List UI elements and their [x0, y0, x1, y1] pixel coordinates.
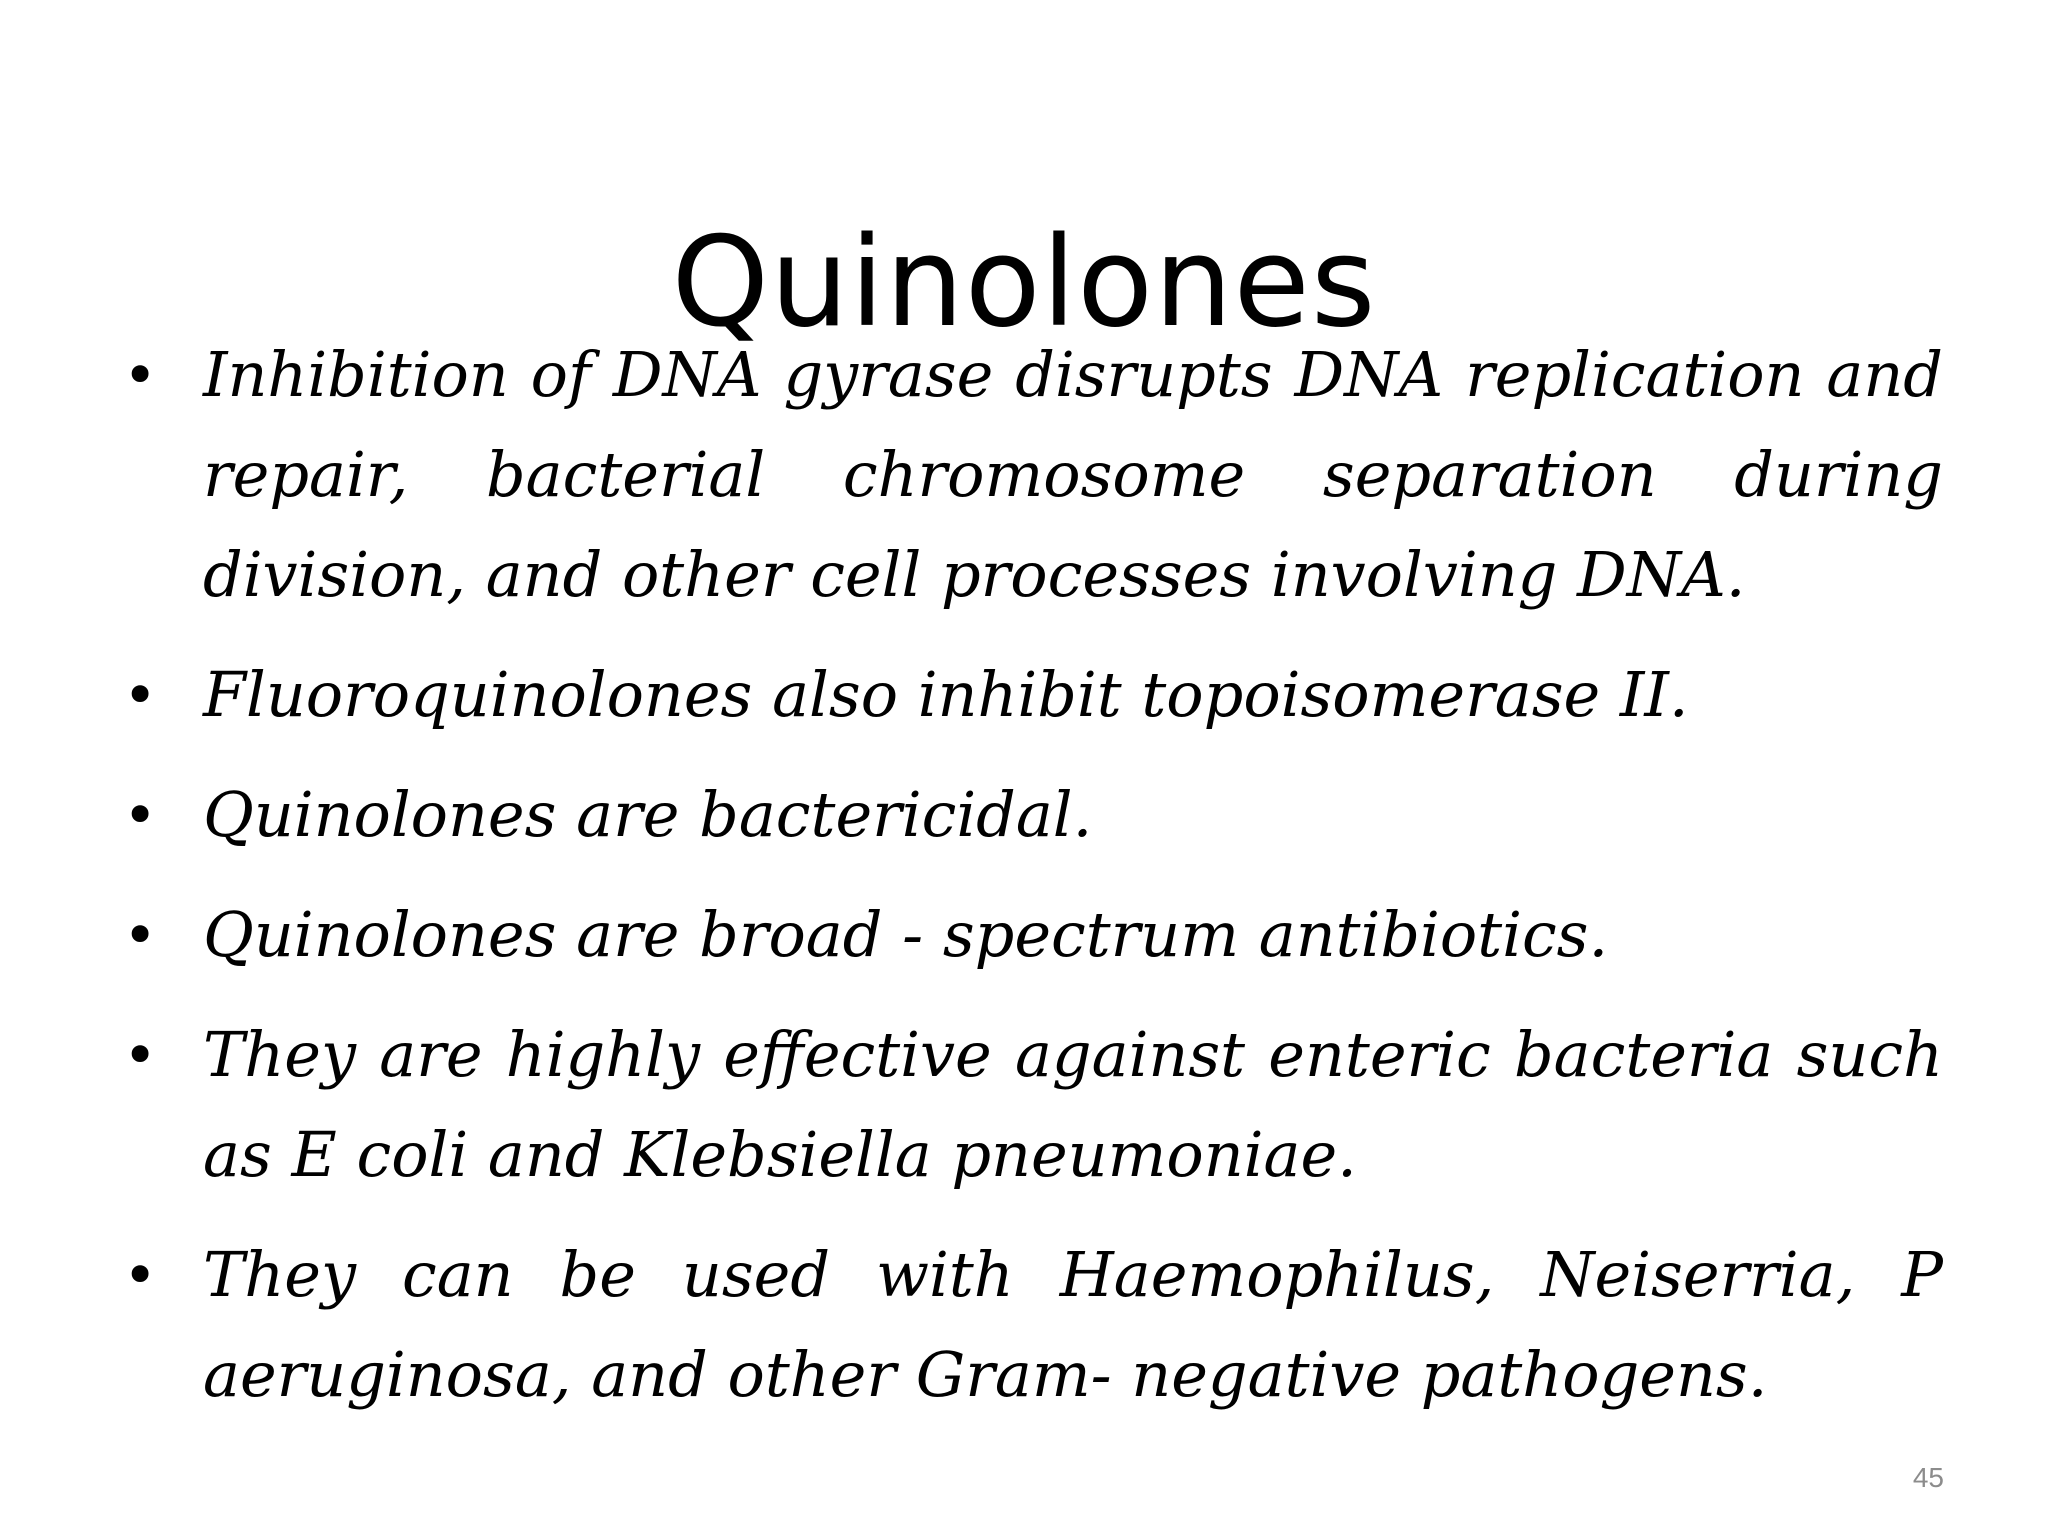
slide-title: Quinolones [671, 211, 1377, 356]
organism-names: E coli and Klebsiella pneumoniae. [291, 1118, 1357, 1191]
bullet-text: They are highly effective against enteric bacteria such as [203, 1018, 1943, 1191]
bullet-marker: • [123, 781, 158, 849]
bullet-bactericidal [123, 765, 1943, 865]
bullet-list [123, 325, 1943, 1445]
bullet-marker: • [123, 1021, 158, 1089]
bullet-gram-negative [123, 1225, 1943, 1425]
bullet-enteric-bacteria [123, 1005, 1943, 1205]
bullet-marker: • [123, 1241, 158, 1309]
bullet-text: Inhibition of DNA gyrase disrupts DNA replication and repair, bacterial chromosome separation during division, and other cell processes involving DNA. [203, 338, 1943, 611]
bullet-text: They can be used with [203, 1238, 1014, 1311]
bullet-text: Quinolones are broad - spectrum antibiotics. [203, 898, 1609, 971]
bullet-broad-spectrum [123, 885, 1943, 985]
bullet-text-continued: and other Gram- negative pathogens. [591, 1338, 1768, 1411]
page-number: 45 [1912, 1462, 1944, 1493]
bullet-marker: • [123, 341, 158, 409]
organism-names: Haemophilus, Neiserria, P aeruginosa, [203, 1238, 1943, 1411]
bullet-dna-gyrase [123, 325, 1943, 625]
bullet-text: Quinolones are bactericidal. [203, 778, 1093, 851]
bullet-topoisomerase [123, 645, 1943, 745]
bullet-marker: • [123, 901, 158, 969]
bullet-text: Fluoroquinolones also inhibit topoisomerase II. [203, 658, 1689, 731]
bullet-marker: • [123, 661, 158, 729]
